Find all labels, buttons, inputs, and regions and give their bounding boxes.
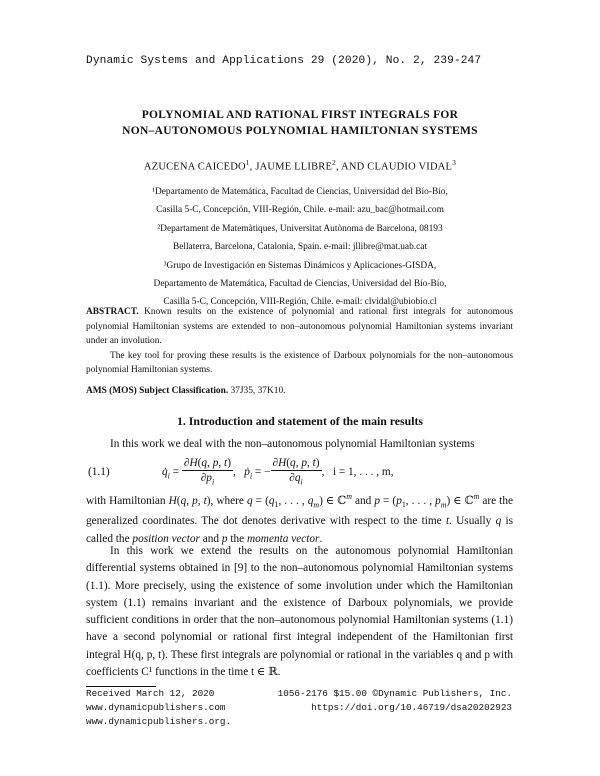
affiliation-line: ¹Departamento de Matemática, Facultad de Ciencias, Universidad del Bío-Bío,: [152, 187, 448, 197]
publisher-url-org[interactable]: www.dynamicpublishers.org.: [86, 715, 232, 727]
author-2: JAUME LLIBRE: [255, 161, 333, 173]
author-2-mark: 2: [332, 158, 336, 167]
author-sep-1: ,: [249, 161, 256, 173]
affiliation-line: Bellaterra, Barcelona, Catalonia, Spain. e-mail: jllibre@mat.uab.cat: [172, 242, 428, 253]
received-date: Received March 12, 2020: [86, 688, 215, 699]
text-span: the: [230, 532, 245, 545]
abstract-text: Known results on the existence of polynomial and rational first integrals for autonomous polynomial Hamiltonian systems are extended to non–autonomous polynomial Hamiltonian systems invariant under an involution.: [86, 307, 513, 346]
paper-title: [60, 107, 540, 139]
abstract-text-2: The key tool for proving these results is the existence of Darboux polynomials for the non–autonomous polynomial Hamiltonian systems.: [86, 350, 513, 375]
paragraph-intro: In this work we deal with the non–autonomous polynomial Hamiltonian systems: [110, 438, 475, 450]
abstract-label: ABSTRACT.: [86, 307, 139, 317]
author-3: CLAUDIO VIDAL: [367, 161, 453, 173]
ams-classification: [86, 386, 285, 396]
paragraph-hamiltonian: with Hamiltonian H(q, p, t), where $q = (q_1$, . . . , $q_m$) ∈ ℂ$^m$ and $p = (p_1$, . . . , $p_m$) ∈ ℂ$^m$ are the generalized coordinates. The dot denotes derivative with respect to the time t. Usually q is called the position vector and p the momenta vector.: [86, 492, 514, 545]
author-1: AZUCENA CAICEDO: [143, 161, 246, 173]
affiliation-line: Casilla 5-C, Concepción, VIII-Región, Chile. e-mail: clvidal@ubiobio.cl: [163, 297, 437, 308]
title-line-2: NON–AUTONOMOUS POLYNOMIAL HAMILTONIAN SYSTEMS: [122, 125, 478, 137]
publisher-url-com[interactable]: www.dynamicpublishers.com: [86, 701, 226, 713]
abstract: [86, 305, 513, 378]
paragraph-results: In this work we extend the results on the autonomous polynomial Hamiltonian differential systems obtained in [9] to the non–autonomous polynomial Hamiltonian systems (1.1). More precisely, using the existence of some involution under which the Hamiltonian system (1.1) remains invariant and the existence of Darboux polynomials, we provide sufficient conditions in order that the non–autonomous polynomial Hamiltonian systems (1.1) have a second polynomial or rational first integral independent of the Hamiltonian first integral H(q, p, t). These first integrals are polynomial or rational in the variables q and p with coefficients C¹ functions in the time t ∈ ℝ.: [86, 545, 513, 679]
term-momenta-vector: momenta vector: [246, 532, 320, 545]
affiliation-line: Departamento de Matemática, Facultad de Ciencias, Universidad del Bío-Bío,: [153, 279, 447, 290]
issn-price: 1056-2176 $15.00 ©Dynamic Publishers, Inc.: [277, 688, 512, 699]
section-heading: 1. Introduction and statement of the main results: [177, 414, 423, 428]
journal-header: Dynamic Systems and Applications 29 (2020), No. 2, 239-247: [86, 55, 482, 67]
equation-index-range: i = 1, . . . , m,: [332, 466, 394, 479]
term-position-vector: position vector: [132, 532, 200, 545]
affiliation-line: Casilla 5-C, Concepción, VIII-Región, Chile. e-mail: azu_bac@hotmail.com: [156, 205, 444, 216]
author-3-mark: 3: [452, 158, 457, 167]
text-span: with Hamiltonian: [86, 494, 166, 507]
footer-left: [86, 687, 231, 728]
equation-number: (1.1): [88, 466, 110, 478]
text-span: are the generalized coordinates. The dot denotes derivative with respect to the time: [86, 494, 513, 528]
affiliations: [60, 183, 540, 312]
equation-body: $q̇_i$ = $\frac{\partial H(q, p, t)}{\partial p_i}$ , ṗ$_i$ = − $\frac{\partial H(q, p, t)}{\partial q_i}$ , i = 1, . . . , m,: [162, 457, 394, 487]
doi-link[interactable]: https://doi.org/10.46719/dsa20202923: [311, 701, 512, 713]
title-line-1: POLYNOMIAL AND RATIONAL FIRST INTEGRALS FOR: [141, 109, 459, 121]
author-sep-2: , AND: [335, 161, 368, 173]
ams-codes: 37J35, 37K10.: [230, 386, 286, 396]
affiliation-line: ²Departament de Matemàtiques, Universitat Autònoma de Barcelona, 08193: [157, 223, 443, 234]
ams-label: AMS (MOS) Subject Classification.: [86, 386, 229, 396]
text-span: . Usually: [449, 515, 492, 528]
author-1-mark: 1: [245, 158, 250, 167]
text-span: is called the: [86, 515, 514, 545]
affiliation-line: ³Grupo de Investigación en Sistemas Dinámicos y Aplicaciones-GISDA,: [163, 260, 437, 271]
footer-right: [278, 687, 512, 715]
text-span: and: [202, 532, 220, 545]
author-list: [60, 158, 540, 173]
